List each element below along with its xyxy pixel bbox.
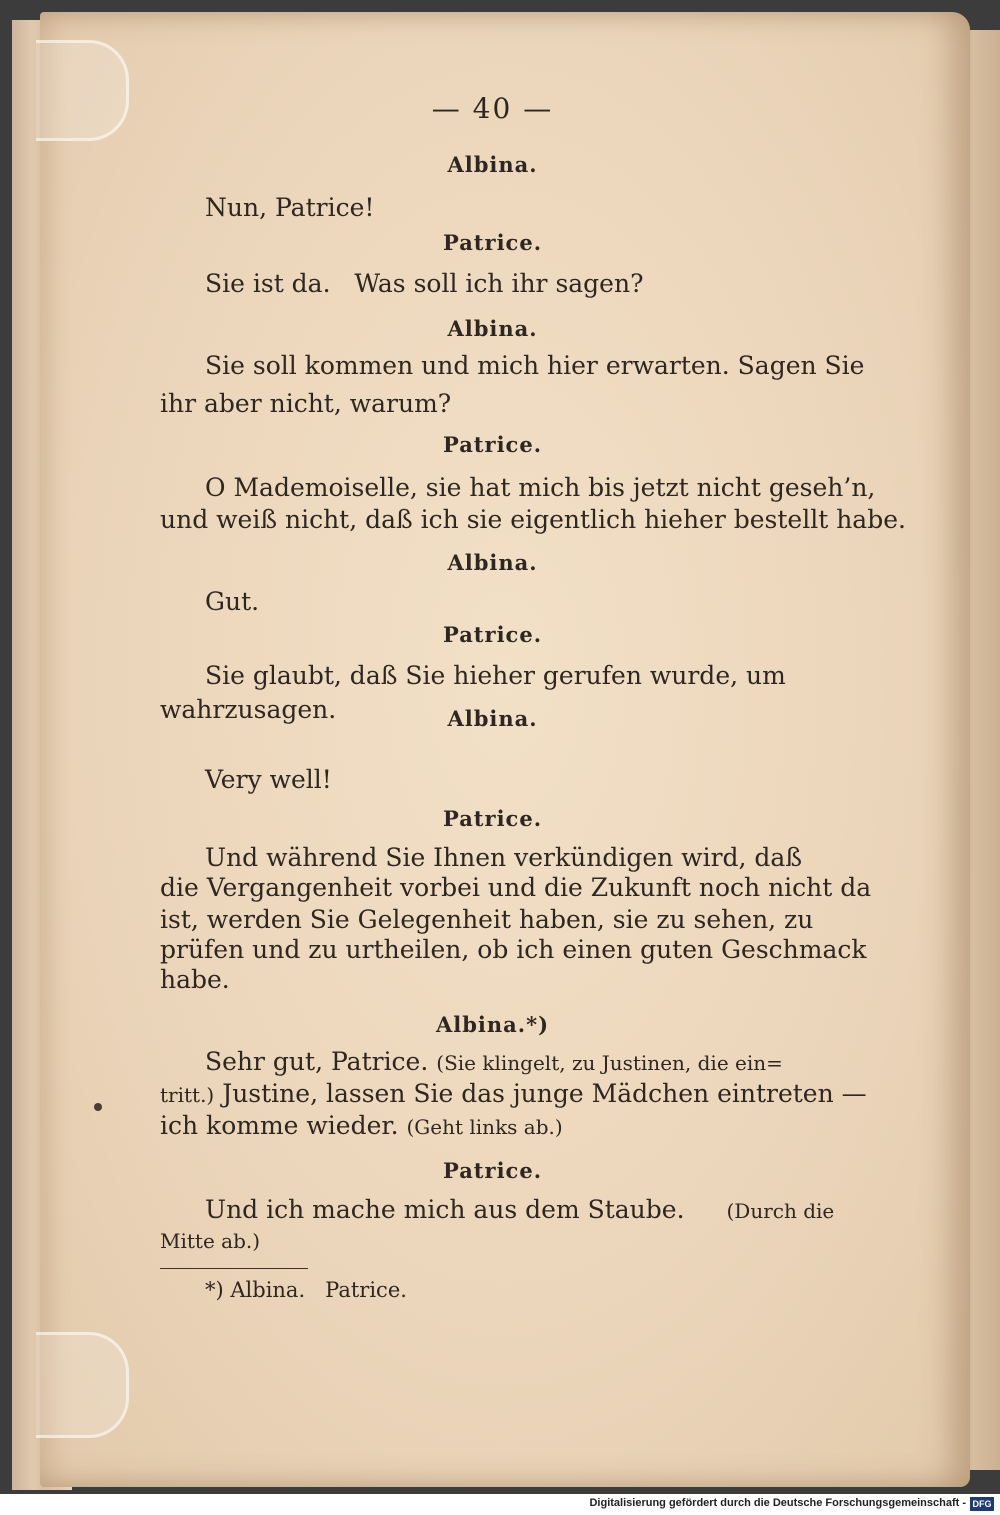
stage-direction: (Sie klingelt, zu Justinen, die ein= xyxy=(436,1051,783,1075)
speaker-label: Patrice. xyxy=(442,806,543,831)
dialogue-line xyxy=(160,1194,835,1227)
speaker-label: Patrice. xyxy=(442,230,543,255)
dialogue-line xyxy=(160,1110,825,1143)
page-number: — 40 — xyxy=(431,92,554,125)
speaker-label: Patrice. xyxy=(442,622,543,647)
dialogue-line: die Vergangenheit vorbei und die Zukunft noch nicht da xyxy=(160,873,872,902)
speaker-label: Albina. xyxy=(447,316,538,341)
speaker-label: Albina. xyxy=(447,152,538,177)
dialogue-line: Und während Sie Ihnen verkündigen wird, daß xyxy=(205,843,803,872)
dialogue-line: habe. xyxy=(160,965,230,994)
speaker-label: Patrice. xyxy=(442,432,543,457)
dialogue-line: Very well! xyxy=(205,765,332,794)
funding-credit: Digitalisierung gefördert durch die Deutsche Forschungsgemeinschaft - xyxy=(589,1497,966,1509)
dialogue-line: ist, werden Sie Gelegenheit haben, sie zu sehen, zu xyxy=(160,905,814,934)
stage-direction: (Durch die xyxy=(726,1199,835,1223)
ink-spot xyxy=(94,1103,102,1111)
dialogue-line: wahrzusagen. xyxy=(160,695,337,724)
speaker-label: Patrice. xyxy=(442,1158,543,1183)
dialogue-line: Gut. xyxy=(205,587,260,616)
glass-clip-bottom xyxy=(36,1332,129,1438)
footnote: *) Albina. Patrice. xyxy=(205,1278,407,1302)
dialogue-line: ihr aber nicht, warum? xyxy=(160,389,452,418)
dialogue-line xyxy=(160,1078,867,1111)
stage-direction: (Geht links ab.) xyxy=(406,1115,563,1139)
speaker-label: Albina. xyxy=(447,550,538,575)
dialogue-line xyxy=(160,1046,825,1079)
stage-direction: Mitte ab.) xyxy=(160,1229,261,1253)
dialogue-text: Sehr gut, Patrice. xyxy=(205,1047,429,1076)
dialogue-line: Sie ist da. Was soll ich ihr sagen? xyxy=(205,269,644,298)
dialogue-line: prüfen und zu urtheilen, ob ich einen guten Geschmack xyxy=(160,935,867,964)
dialogue-text: Justine, lassen Sie das junge Mädchen eintreten — xyxy=(222,1079,867,1108)
speaker-label: Albina. xyxy=(447,706,538,731)
dialogue-line: Sie soll kommen und mich hier erwarten. Sagen Sie xyxy=(205,351,865,380)
dialogue-line: Nun, Patrice! xyxy=(205,193,375,222)
dialogue-line xyxy=(160,1224,825,1257)
glass-clip-top xyxy=(36,40,129,141)
footnote-divider xyxy=(160,1268,308,1269)
stage-direction: tritt.) xyxy=(160,1083,215,1107)
dialogue-line: und weiß nicht, daß ich sie eigentlich hieher bestellt habe. xyxy=(160,505,906,534)
dialogue-line: O Mademoiselle, sie hat mich bis jetzt nicht geseh’n, xyxy=(205,473,876,502)
dialogue-line: Sie glaubt, daß Sie hieher gerufen wurde, um xyxy=(205,661,786,690)
dfg-logo: DFG xyxy=(970,1497,994,1511)
dialogue-text: ich komme wieder. xyxy=(160,1111,399,1140)
speaker-label: Albina.*) xyxy=(435,1012,550,1037)
dialogue-text: Und ich mache mich aus dem Staube. xyxy=(205,1195,685,1224)
